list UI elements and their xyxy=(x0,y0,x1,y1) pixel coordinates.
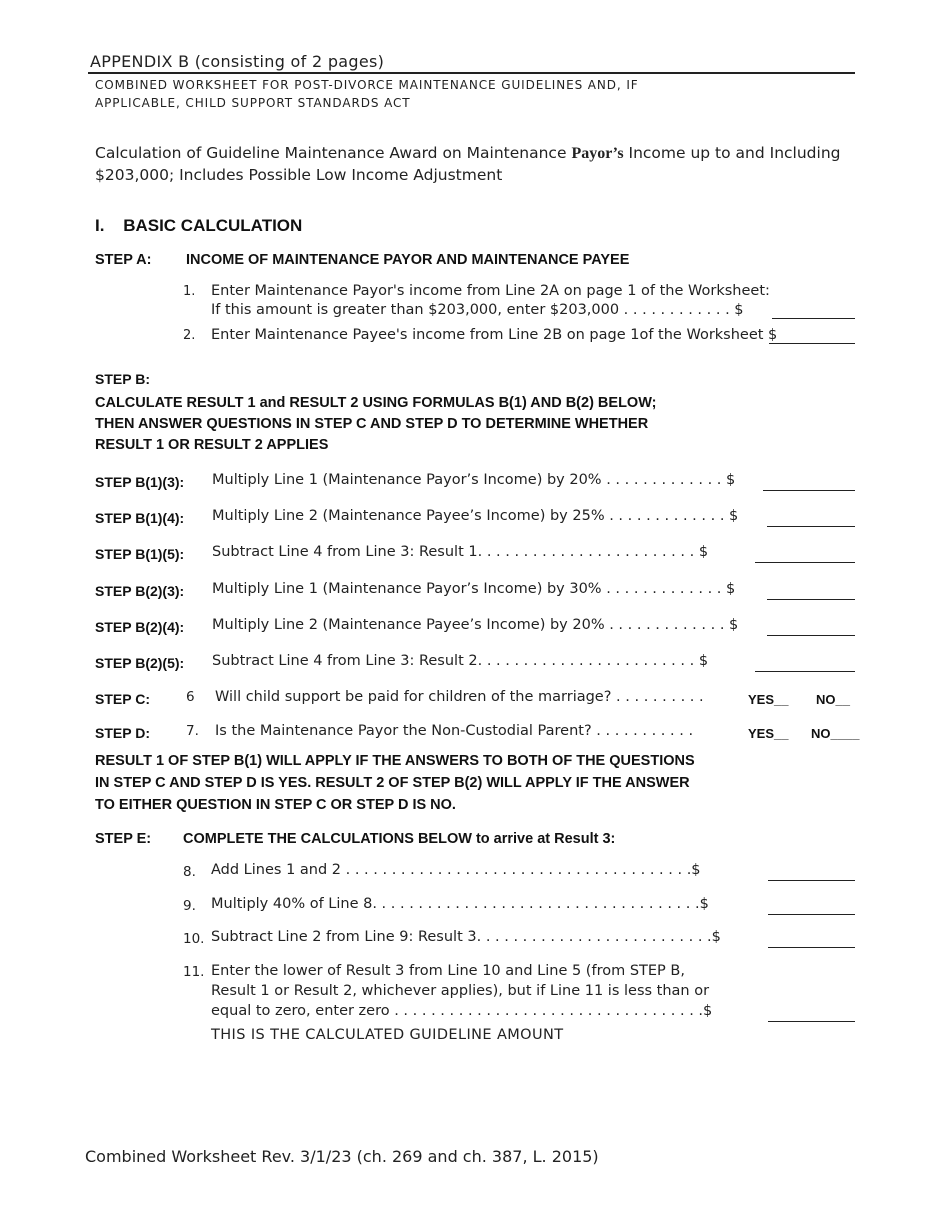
step-d-question: Is the Maintenance Payor the Non-Custodial Parent? . . . . . . . . . . . xyxy=(215,723,694,739)
item-10-number: 10. xyxy=(183,931,205,947)
step-a-label: STEP A: xyxy=(95,252,152,268)
item-8-number: 8. xyxy=(183,864,196,880)
step-b-instruction-line3: RESULT 1 OR RESULT 2 APPLIES xyxy=(95,437,329,453)
line-3-b2-blank[interactable] xyxy=(767,585,855,600)
item-1-line1: Enter Maintenance Payor's income from Line 2A on page 1 of the Worksheet: xyxy=(211,283,770,299)
line-2-blank[interactable] xyxy=(769,329,855,344)
item-2-number: 2. xyxy=(183,328,196,343)
intro-line2: $203,000; Includes Possible Low Income Adjustment xyxy=(95,166,503,184)
appendix-title: APPENDIX B (consisting of 2 pages) xyxy=(90,52,385,71)
item-11-line1: Enter the lower of Result 3 from Line 10 and Line 5 (from STEP B, xyxy=(211,963,685,979)
line-8-blank[interactable] xyxy=(768,866,855,881)
line-3-b1-blank[interactable] xyxy=(763,476,855,491)
item-9-number: 9. xyxy=(183,898,196,914)
step-b1-5-text: Subtract Line 4 from Line 3: Result 1. . . . . . . . . . . . . . . . . . . . . . . . $ xyxy=(212,544,709,560)
title-rule xyxy=(88,72,855,74)
line-5-b2-blank[interactable] xyxy=(755,657,855,672)
step-b-instruction-line1: CALCULATE RESULT 1 and RESULT 2 USING FORMULAS B(1) AND B(2) BELOW; xyxy=(95,395,657,411)
step-b1-5-label: STEP B(1)(5): xyxy=(95,546,185,562)
step-c-no-option[interactable]: NO__ xyxy=(816,692,850,707)
step-b1-4-label: STEP B(1)(4): xyxy=(95,510,185,526)
step-c-number: 6 xyxy=(186,689,195,705)
result-rule-line3: TO EITHER QUESTION IN STEP C OR STEP D IS NO. xyxy=(95,797,456,813)
result-rule-line1: RESULT 1 OF STEP B(1) WILL APPLY IF THE ANSWERS TO BOTH OF THE QUESTIONS xyxy=(95,753,695,769)
item-10-text: Subtract Line 2 from Line 9: Result 3. . . . . . . . . . . . . . . . . . . . . . . . . .$ xyxy=(211,929,721,945)
line-10-blank[interactable] xyxy=(768,933,855,948)
step-b2-5-label: STEP B(2)(5): xyxy=(95,655,185,671)
line-11-blank[interactable] xyxy=(768,1007,855,1022)
step-b1-4-text: Multiply Line 2 (Maintenance Payee’s Income) by 25% . . . . . . . . . . . . . $ xyxy=(212,508,739,524)
step-b1-3-text: Multiply Line 1 (Maintenance Payor’s Income) by 20% . . . . . . . . . . . . . $ xyxy=(212,472,736,488)
step-d-number: 7. xyxy=(186,723,199,739)
intro-text-after: Income up to and Including xyxy=(628,144,841,162)
step-d-label: STEP D: xyxy=(95,725,150,741)
item-8-text: Add Lines 1 and 2 . . . . . . . . . . . . . . . . . . . . . . . . . . . . . . . . . . . . . .$ xyxy=(211,862,701,878)
step-a-title: INCOME OF MAINTENANCE PAYOR AND MAINTENANCE PAYEE xyxy=(186,252,630,268)
intro-text-before: Calculation of Guideline Maintenance Award on Maintenance xyxy=(95,144,567,162)
footer-revision: Combined Worksheet Rev. 3/1/23 (ch. 269 and ch. 387, L. 2015) xyxy=(85,1147,599,1166)
step-b2-4-text: Multiply Line 2 (Maintenance Payee’s Income) by 20% . . . . . . . . . . . . . $ xyxy=(212,617,739,633)
line-9-blank[interactable] xyxy=(768,900,855,915)
step-b2-3-text: Multiply Line 1 (Maintenance Payor’s Income) by 30% . . . . . . . . . . . . . $ xyxy=(212,581,736,597)
item-1-number: 1. xyxy=(183,284,196,299)
step-b1-3-label: STEP B(1)(3): xyxy=(95,474,185,490)
worksheet-subtitle-line2: APPLICABLE, CHILD SUPPORT STANDARDS ACT xyxy=(95,96,411,110)
step-d-no-option[interactable]: NO____ xyxy=(811,726,860,741)
worksheet-subtitle-line1: COMBINED WORKSHEET FOR POST-DIVORCE MAINTENANCE GUIDELINES AND, IF xyxy=(95,78,639,92)
result-rule-line2: IN STEP C AND STEP D IS YES. RESULT 2 OF STEP B(2) WILL APPLY IF THE ANSWER xyxy=(95,775,690,791)
intro-line1 xyxy=(95,144,840,163)
guideline-amount-note: THIS IS THE CALCULATED GUIDELINE AMOUNT xyxy=(211,1027,564,1043)
item-11-line3: equal to zero, enter zero . . . . . . . . . . . . . . . . . . . . . . . . . . . . . . . . . .$ xyxy=(211,1003,713,1019)
section-heading xyxy=(95,216,302,236)
line-4-b1-blank[interactable] xyxy=(767,512,855,527)
step-b-instruction-line2: THEN ANSWER QUESTIONS IN STEP C AND STEP D TO DETERMINE WHETHER xyxy=(95,416,649,432)
section-title: BASIC CALCULATION xyxy=(123,216,303,235)
line-5-b1-blank[interactable] xyxy=(755,548,855,563)
intro-payor-word: Payor’s xyxy=(571,145,624,162)
item-9-text: Multiply 40% of Line 8. . . . . . . . . . . . . . . . . . . . . . . . . . . . . . . . . . . .$ xyxy=(211,896,709,912)
item-2-text: Enter Maintenance Payee's income from Line 2B on page 1of the Worksheet $ xyxy=(211,327,778,343)
step-c-label: STEP C: xyxy=(95,691,150,707)
step-d-yes-option[interactable]: YES__ xyxy=(748,726,789,741)
step-c-question: Will child support be paid for children of the marriage? . . . . . . . . . . xyxy=(215,689,704,705)
step-c-yes-option[interactable]: YES__ xyxy=(748,692,789,707)
item-11-number: 11. xyxy=(183,964,205,980)
line-1-blank[interactable] xyxy=(772,304,855,319)
step-e-title: COMPLETE THE CALCULATIONS BELOW to arrive at Result 3: xyxy=(183,831,616,847)
item-1-line2: If this amount is greater than $203,000, enter $203,000 . . . . . . . . . . . . $ xyxy=(211,302,744,318)
section-numeral: I. xyxy=(95,216,105,235)
line-4-b2-blank[interactable] xyxy=(767,621,855,636)
step-b2-5-text: Subtract Line 4 from Line 3: Result 2. . . . . . . . . . . . . . . . . . . . . . . . $ xyxy=(212,653,709,669)
step-e-label: STEP E: xyxy=(95,831,152,847)
step-b2-3-label: STEP B(2)(3): xyxy=(95,583,185,599)
item-11-line2: Result 1 or Result 2, whichever applies), but if Line 11 is less than or xyxy=(211,983,710,999)
step-b-label: STEP B: xyxy=(95,371,150,387)
step-b2-4-label: STEP B(2)(4): xyxy=(95,619,185,635)
